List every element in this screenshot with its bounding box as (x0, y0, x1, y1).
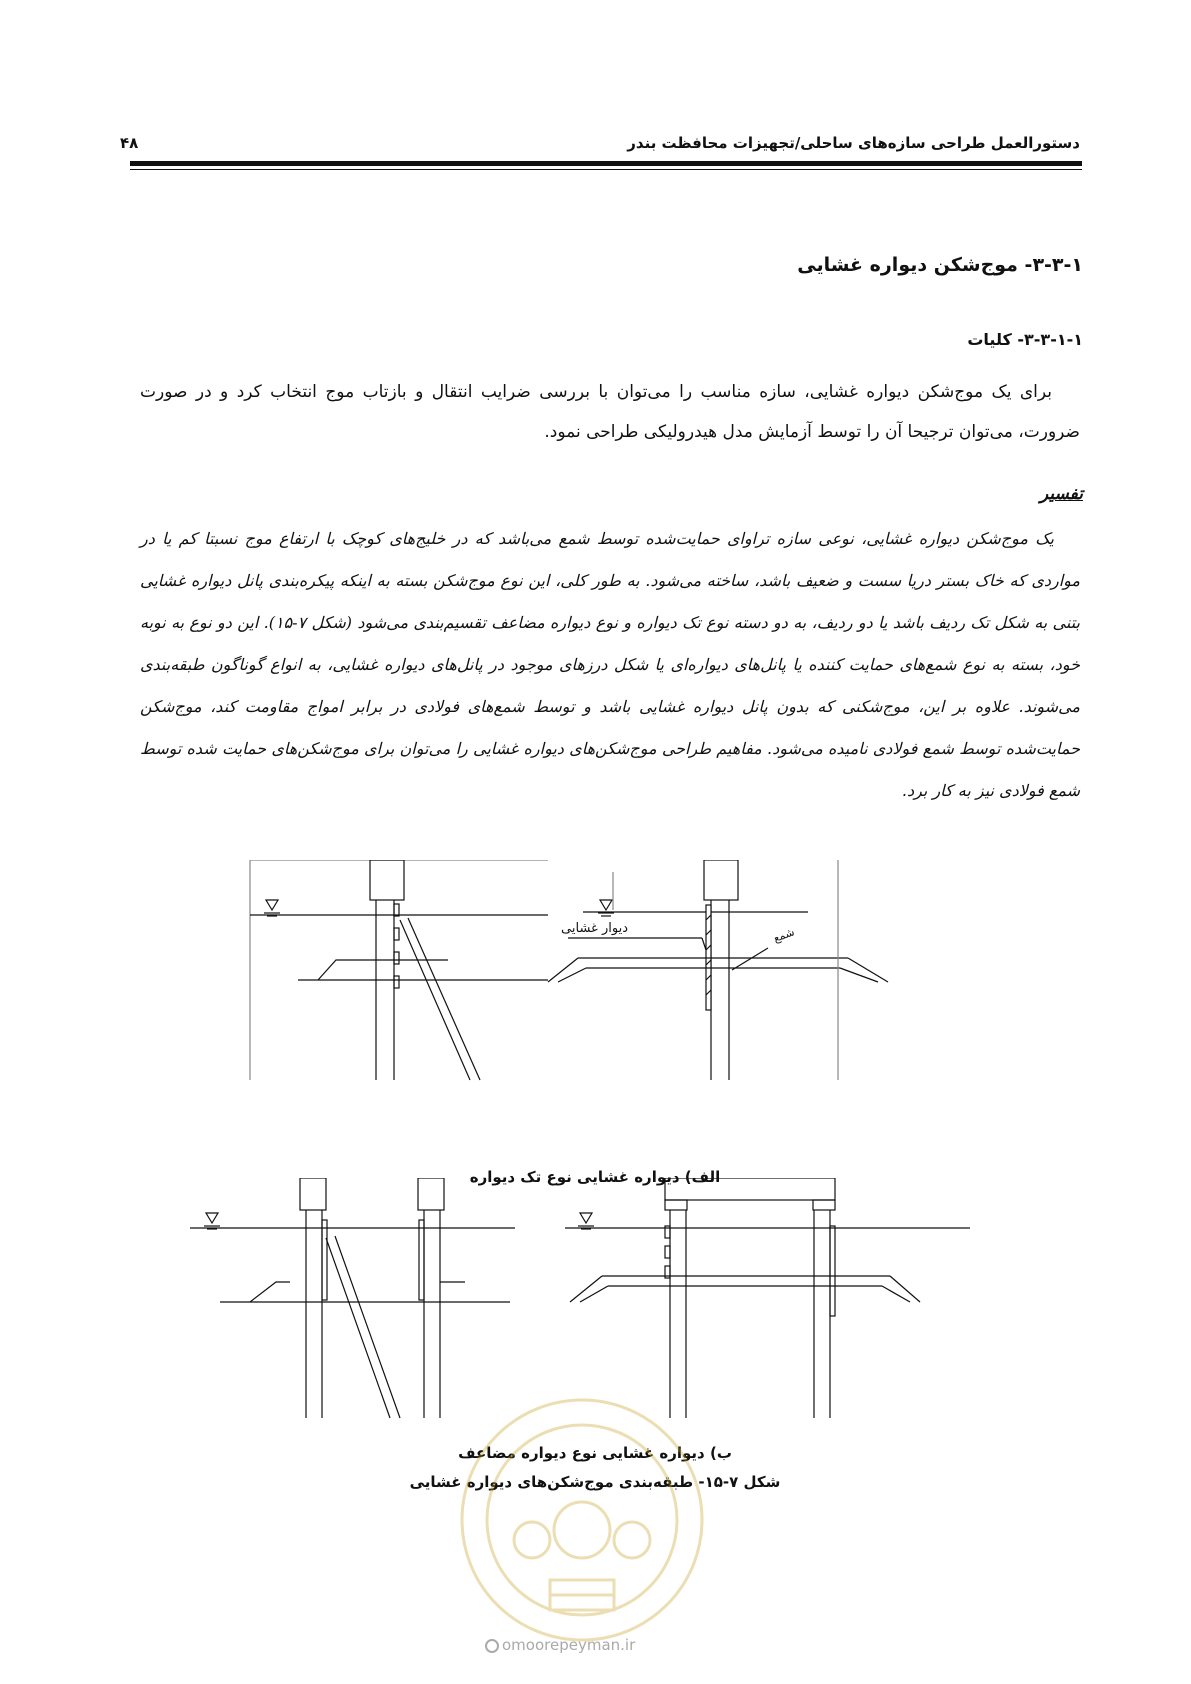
watermark-site: omoorepeyman.ir (502, 1636, 636, 1654)
page-header (120, 126, 1080, 156)
body-paragraph: برای یک موج‌شکن دیواره غشایی، سازه مناسب را می‌توان با بررسی ضرایب انتقال و بازتاب موج انتخاب کرد و در صورت ضرورت، می‌توان ترجیحا آن را توسط آزمایش مدل هیدرولیکی طراحی نمود. (140, 382, 1080, 442)
subsection-heading: ۳-۳-۱-۱- کلیات (967, 330, 1083, 349)
commentary-label: تفسیر (1039, 484, 1083, 504)
watermark (485, 1636, 635, 1654)
header-rule-thin (130, 169, 1082, 170)
figure-single-wall (248, 860, 1048, 1160)
header-rule-thick (130, 161, 1082, 166)
seal-stamp (452, 1390, 712, 1650)
figure-caption: شکل ۷-۱۵- طبقه‌بندی موج‌شکن‌های دیواره غشایی (409, 1473, 781, 1491)
double-wall-right-diagram (565, 1178, 970, 1418)
section-heading: ۳-۳-۱- موج‌شکن دیواره غشایی (797, 254, 1083, 276)
header-title: دستورالعمل طراحی سازه‌های ساحلی/تجهیزات محافظت بندر (627, 134, 1080, 152)
at-icon (485, 1639, 499, 1653)
wall-label: دیوار غشایی (561, 921, 628, 936)
commentary-paragraph: یک موج‌شکن دیواره غشایی، نوعی سازه تراوای حمایت‌شده توسط شمع می‌باشد که در خلیج‌های کوچک با ارتفاع موج نسبتا کم یا در مواردی که خاک بستر دریا سست و ضعیف باشد، ساخته می‌شود. به طور کلی، این نوع موج‌شکن بسته به اینکه پیکره‌بندی پانل دیواره غشایی بتنی به شکل تک ردیف باشد یا دو ردیف، به دو دسته نوع تک دیواره و نوع دیواره مضاعف تقسیم‌بندی می‌شود (شکل ۷-۱۵). این دو نوع به نوبه خود، بسته به نوع شمع‌های حمایت کننده یا پانل‌های دیواره‌ای یا شکل درزهای موجود در پانل‌های دیواره غشایی، به انواع گوناگون طبقه‌بندی می‌شوند. علاوه بر این، موج‌شکنی که بدون پانل دیواره غشایی باشد و توسط شمع‌های فولادی در برابر امواج مقاومت کند، موج‌شکن حمایت‌شده توسط شمع فولادی نامیده می‌شود. مفاهیم طراحی موج‌شکن‌های دیواره غشایی را می‌توان برای موج‌شکن‌های حمایت شده توسط شمع فولادی نیز به کار برد. (140, 529, 1081, 800)
caption-a: الف) دیواره غشایی نوع تک دیواره (469, 1168, 721, 1186)
single-wall-right-diagram (548, 860, 888, 1080)
single-wall-left-diagram (250, 860, 548, 1080)
caption-b: ب) دیواره غشایی نوع دیواره مضاعف (458, 1444, 732, 1462)
pile-label: شمع (771, 925, 797, 945)
double-wall-left-diagram (190, 1178, 515, 1418)
page-number: ۴۸ (120, 134, 139, 152)
